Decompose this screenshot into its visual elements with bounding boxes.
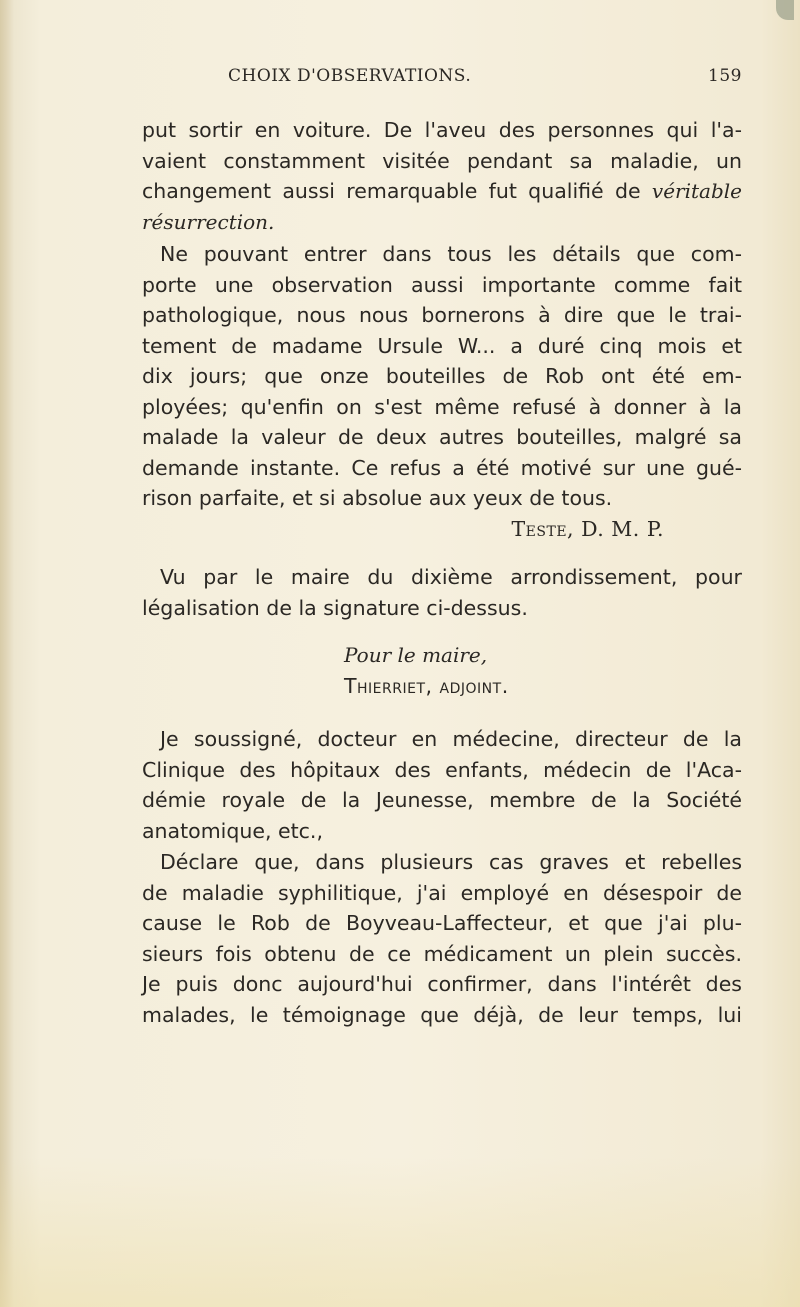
paper-stain <box>0 1157 800 1307</box>
text-line: résurrection. <box>142 209 275 234</box>
signature-teste: Teste, D. M. P. <box>511 516 664 541</box>
paragraph-5 <box>142 847 742 1030</box>
text-line: pathologique, nous nous bornerons à dire que le trai- <box>142 303 742 327</box>
text-line: légalisation de la signature ci-dessus. <box>142 595 528 620</box>
running-header <box>228 66 742 86</box>
text-line: demande instante. Ce refus a été motivé sur une gué- <box>142 455 742 480</box>
text-line: Ne pouvant entrer dans tous les détails que com- <box>160 242 742 266</box>
text-line: porte une observation aussi importante comme fait <box>142 272 742 297</box>
text-line: Clinique des hôpitaux des enfants, médecin de l'Aca- <box>142 757 742 782</box>
text-line: malade la valeur de deux autres bouteilles, malgré sa <box>142 425 742 449</box>
signature-block <box>142 640 742 701</box>
text-line: sieurs fois obtenu de ce médicament un plein succès. <box>142 941 742 966</box>
page-gutter-shadow <box>0 0 14 1307</box>
text-line: cause le Rob de Boyveau-Laffecteur, et que j'ai plu- <box>142 911 742 935</box>
text-line: Vu par le maire du dixième arrondissement, pour <box>160 565 742 589</box>
text-line: dix jours; que onze bouteilles de Rob ont été em- <box>142 364 742 388</box>
paragraph-4 <box>142 724 742 846</box>
text-line: vaient constamment visitée pendant sa maladie, un <box>142 148 742 173</box>
text-line: rison parfaite, et si absolue aux yeux de tous. <box>142 486 613 510</box>
text-line: Déclare que, dans plusieurs cas graves et rebelles <box>160 850 742 874</box>
signature-label: Pour le maire, <box>344 643 488 667</box>
text-line: Je puis donc aujourd'hui confirmer, dans l'intérêt des <box>142 972 742 996</box>
text-line: anatomique, etc., <box>142 818 323 843</box>
text-line: put sortir en voiture. De l'aveu des personnes qui l'a- <box>142 118 742 142</box>
paragraph-3 <box>142 562 742 623</box>
signature-name <box>142 671 742 702</box>
text-line: de maladie syphilitique, j'ai employé en désespoir de <box>142 880 742 905</box>
paragraph-2 <box>142 239 742 544</box>
text-line: Je soussigné, docteur en médecine, directeur de la <box>160 727 742 751</box>
corner-stain <box>776 0 794 20</box>
text-line <box>142 176 742 207</box>
paragraph-1 <box>142 115 742 237</box>
signatory: Thierriet, adjoint. <box>344 673 509 698</box>
italic-word: véritable <box>651 179 742 203</box>
text-span: changement aussi remarquable fut qualifié de <box>142 179 641 203</box>
text-line: malades, le témoignage que déjà, de leur temps, lui <box>142 1002 742 1027</box>
page-number: 159 <box>708 66 742 86</box>
text-line: démie royale de la Jeunesse, membre de la Société <box>142 788 742 812</box>
text-line: tement de madame Ursule W... a duré cinq mois et <box>142 333 742 358</box>
text-line: ployées; qu'enfin on s'est même refusé à donner à la <box>142 394 742 419</box>
running-title: CHOIX D'OBSERVATIONS. <box>228 66 472 86</box>
